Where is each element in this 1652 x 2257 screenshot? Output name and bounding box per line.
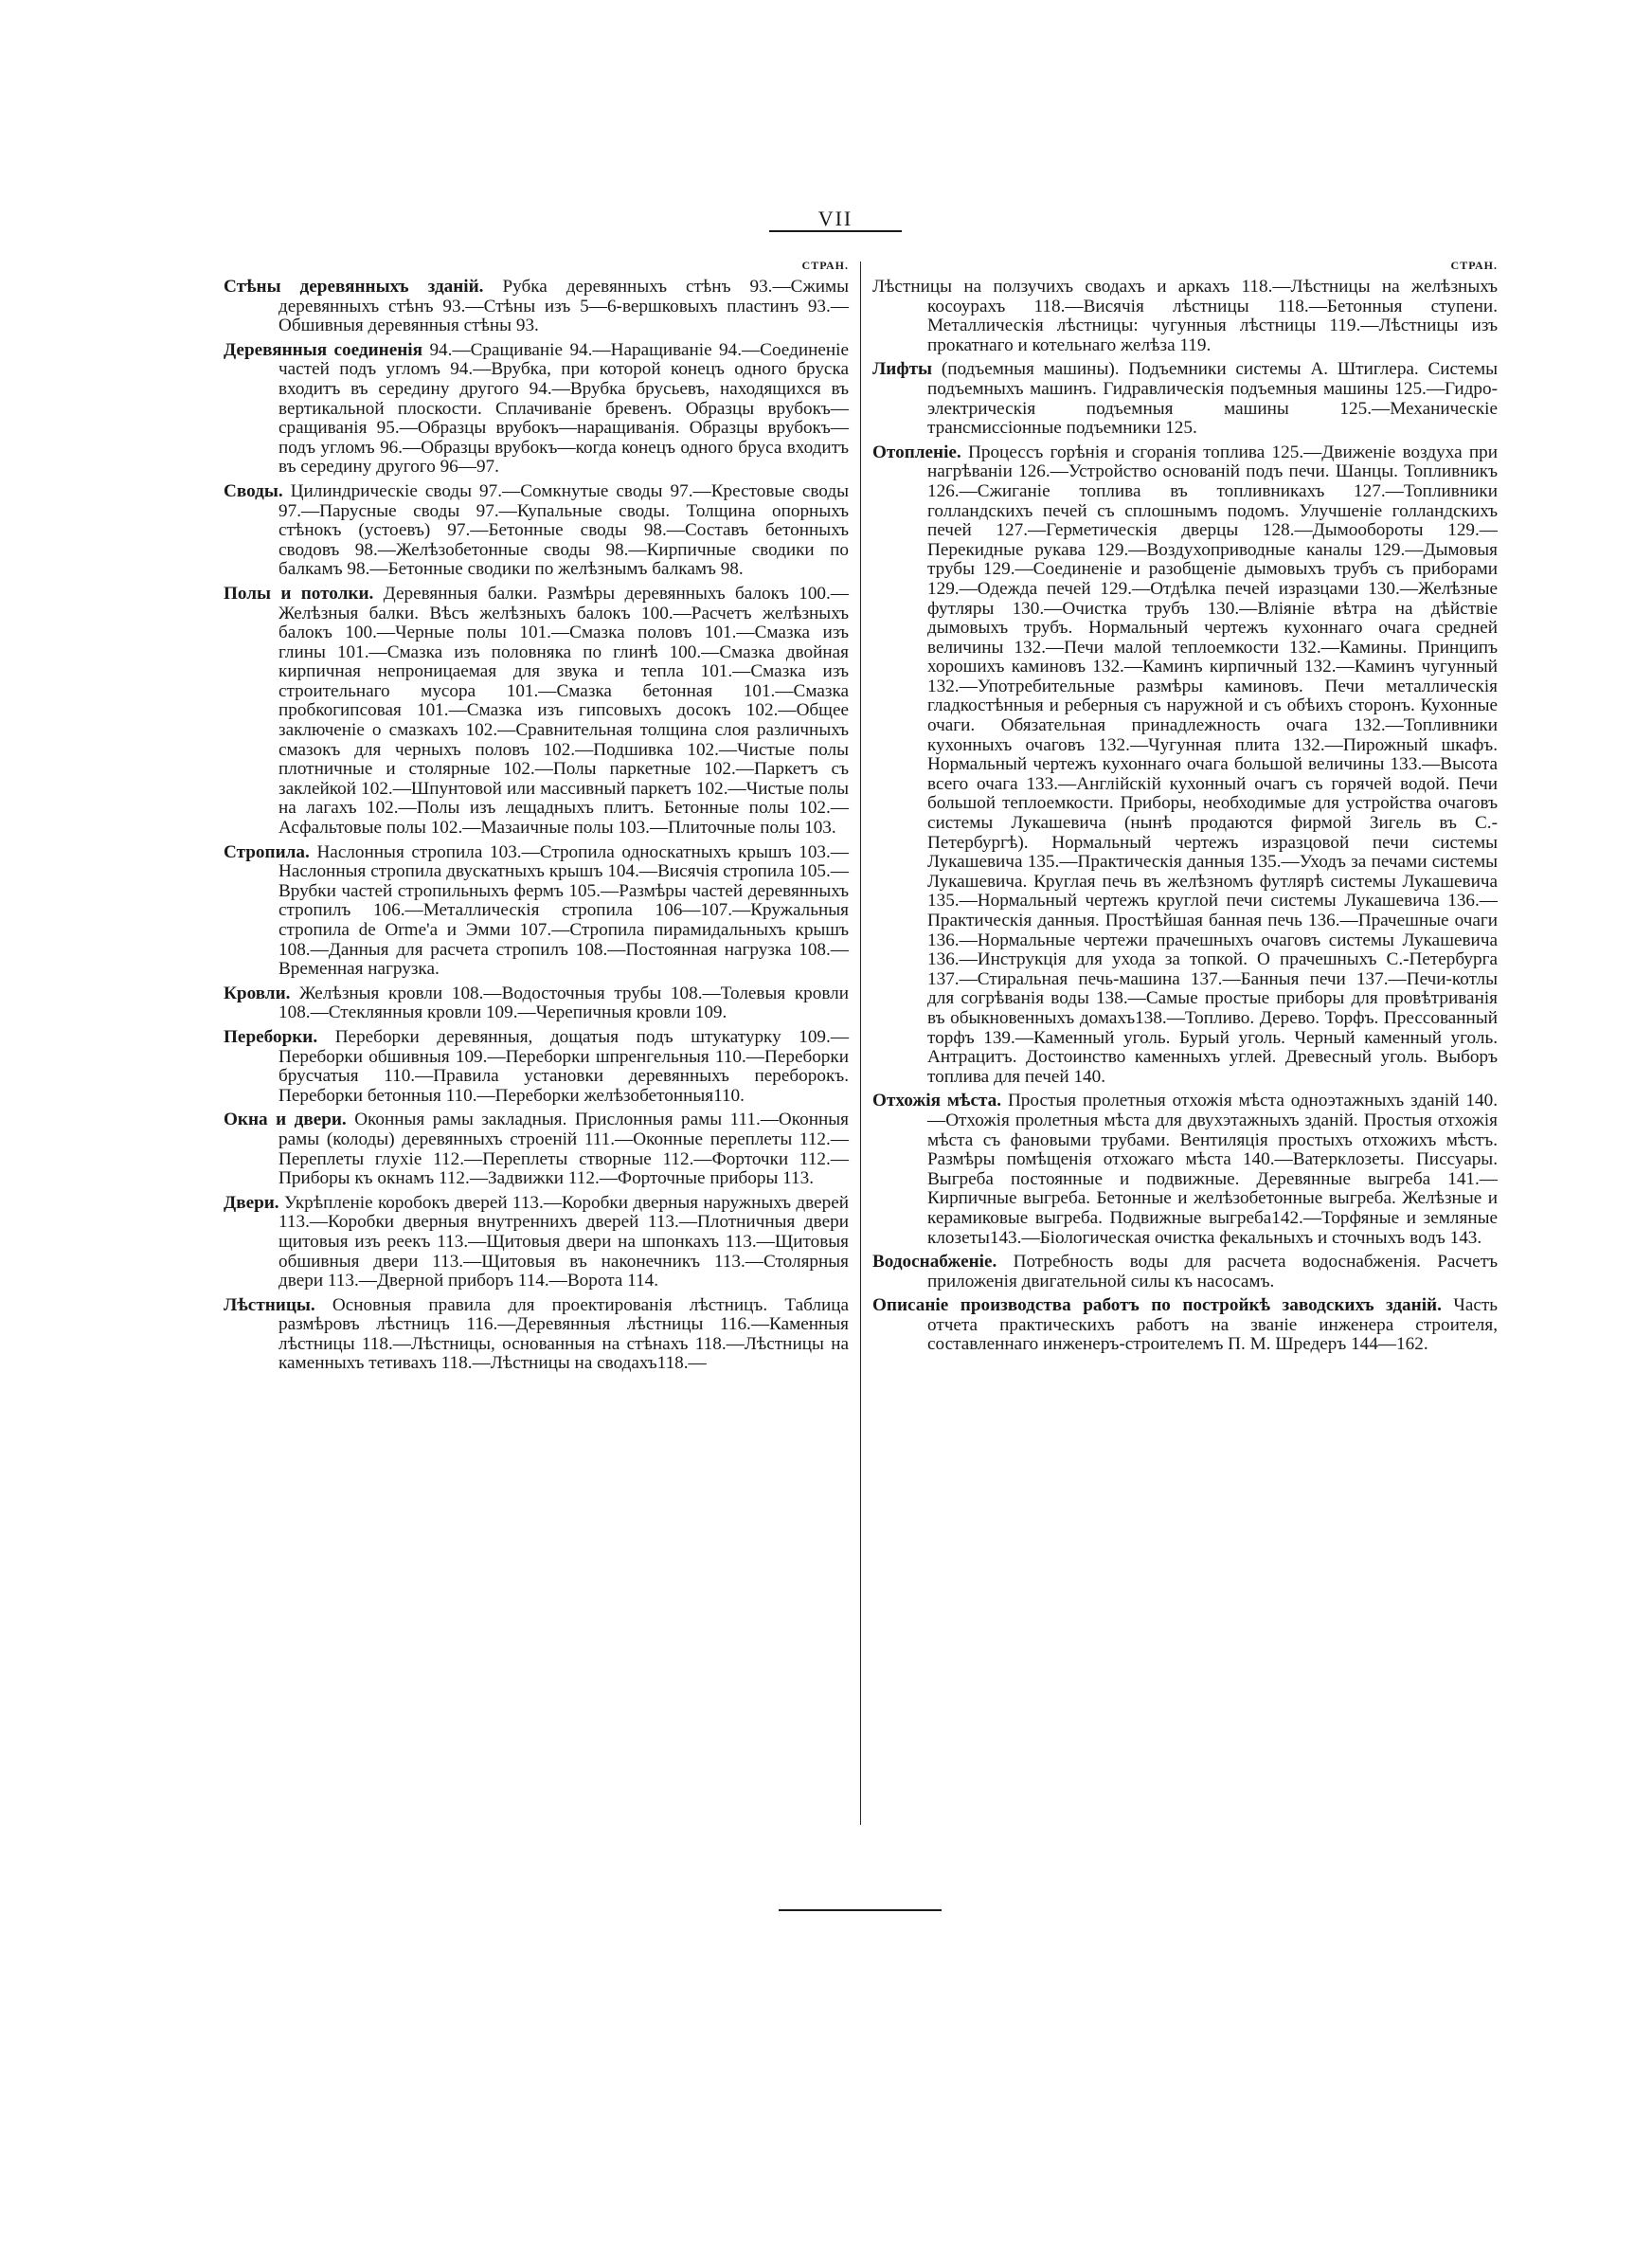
entry-text: Основныя правила для проектированія лѣстницъ. Таблица размѣровъ лѣстницъ 116.—Деревянныя лѣстницы 116.—Каменныя лѣстницы 118.—Лѣстницы, основанныя на стѣнахъ 118.—Лѣстницы на каменныхъ тетивахъ 118.—Лѣстницы на сводахъ118.— — [278, 1294, 849, 1374]
page-number: VII — [817, 207, 853, 230]
entry-heading: Описаніе производства работъ по постройкѣ заводскихъ зданій. — [872, 1295, 1442, 1316]
toc-entry — [224, 1296, 849, 1374]
toc-entry — [224, 482, 849, 580]
left-column — [224, 259, 849, 1379]
right-column — [872, 259, 1498, 1360]
entry-heading: Деревянныя соединенія — [224, 339, 423, 360]
toc-entry — [224, 585, 849, 839]
entry-text: Переборки деревянныя, дощатыя подъ штукатурку 109.—Переборки обшивныя 109.—Переборки шпренгельныя 110.—Переборки брусчатыя 110.—Правила установки деревянныхъ переборокъ. Переборки бетонныя 110.—Переборки желѣзобетонныя110. — [278, 1026, 850, 1106]
toc-entry — [224, 984, 849, 1023]
entry-text: Цилиндрическіе своды 97.—Сомкнутые своды 97.—Крестовые своды 97.—Парусные своды 97.—Купальные своды. Толщина опорныхъ стѣнокъ (устоевъ) 97.—Бетонные своды 98.—Составъ бетонныхъ сводовъ 98.—Желѣзобетонные своды 98.—Кирпичные сводики по балкамъ 98.—Бетонные сводики по желѣзнымъ балкамъ 98. — [278, 480, 849, 580]
entry-heading: Переборки. — [224, 1026, 318, 1047]
entry-heading: Своды. — [224, 480, 283, 501]
entry-text: Наслонныя стропила 103.—Стропила односкатныхъ крышъ 103.—Наслонныя стропила двускатныхъ крышъ 104.—Висячія стропила 105.—Врубки частей стропильныхъ фермъ 105.—Размѣры частей деревянныхъ стропилъ 106.—Металлическія стропила 106—107.—Кружальныя стропила de Orme'a и Эмми 107.—Стропила пирамидальныхъ крышъ 108.—Данныя для расчета стропилъ 108.—Постоянная нагрузка 108.—Временная нагрузка. — [278, 841, 849, 980]
entry-heading: Водоснабженіе. — [872, 1252, 997, 1273]
column-divider — [860, 262, 861, 1825]
toc-entry — [224, 341, 849, 478]
entry-heading: Отхожія мѣста. — [872, 1091, 1002, 1111]
entry-heading: Окна и двери. — [224, 1110, 347, 1130]
bottom-rule — [779, 1909, 942, 1911]
entry-text: Потребность воды для расчета водоснабженія. Расчетъ приложенія двигательной силы къ насосамъ. — [927, 1252, 1498, 1291]
toc-entry — [872, 1253, 1498, 1291]
entry-text: Деревянныя балки. Размѣры деревянныхъ балокъ 100.—Желѣзныя балки. Вѣсъ желѣзныхъ балокъ 100.—Расчетъ желѣзныхъ балокъ 100.—Черные полы 101.—Смазка половъ 101.—Смазка изъ глины 101.—Смазка изъ половняка по глинѣ 100.—Смазка двойная кирпичная непроницаемая для звука и тепла 101.—Смазка изъ строительнаго мусора 101.—Смазка бетонная 101.—Смазка пробкогипсовая 101.—Смазка изъ гипсовыхъ досокъ 102.—Общее заключеніе о смазкахъ 102.—Сравнительная толщина слоя различныхъ смазокъ для черныхъ половъ 102.—Подшивка 102.—Чистые полы плотничные и столярные 102.—Полы паркетные 102.—Паркетъ съ заклейкой 102.—Шпунтовой или массивный паркетъ 102.—Чистые полы на лагахъ 102.—Полы изъ лещадныхъ плитъ. Бетонные полы 102.—Асфальтовые полы 102.—Мазаичные полы 103.—Плиточные полы 103. — [278, 583, 849, 839]
entry-heading: Лифты — [872, 359, 933, 380]
toc-entry — [224, 1194, 849, 1291]
entry-heading: Кровли. — [224, 983, 291, 1003]
entry-heading: Полы и потолки. — [224, 583, 374, 604]
entry-text: Часть отчета практическихъ работъ на званіе инженера строителя, составленнаго инженеръ-строителемъ П. М. Шредеръ 144—162. — [927, 1295, 1499, 1355]
toc-entry — [224, 1028, 849, 1106]
entry-text: Оконныя рамы закладныя. Прислонныя рамы 111.—Оконныя рамы (колоды) деревянныхъ строеній 111.—Оконные переплеты 112.—Переплеты глухіе 112.—Переплеты створные 112.—Форточки 112.—Приборы къ окнамъ 112.—Задвижки 112.—Форточные приборы 113. — [278, 1110, 849, 1189]
toc-entry — [872, 278, 1498, 355]
entry-text: 94.—Сращиваніе 94.—Наращиваніе 94.—Соединеніе частей подъ угломъ 94.—Врубка, при которой конецъ одного бруска входитъ въ середину другого 94.—Врубка брусьевъ, находящихся въ вертикальной плоскости. Сплачиваніе бревенъ. Образцы врубокъ—сращиванія 95.—Образцы врубокъ—наращиванія. Образцы врубокъ—подъ угломъ 96.—Образцы врубокъ—когда конецъ одного бруса входитъ въ середину другого 96—97. — [278, 339, 850, 478]
right-column-header: СТРАН. — [1450, 259, 1498, 272]
entry-text: Желѣзныя кровли 108.—Водосточныя трубы 108.—Толевыя кровли 108.—Стеклянныя кровли 109.—Черепичныя кровли 109. — [278, 983, 849, 1023]
entry-heading: Отопленіе. — [872, 442, 961, 462]
entry-heading: Лѣстницы. — [224, 1294, 315, 1315]
toc-entry — [872, 1092, 1498, 1248]
entry-text: Простыя пролетныя отхожія мѣста одноэтажныхъ зданій 140.—Отхожія пролетныя мѣста для двухэтажныхъ зданій. Простыя отхожія мѣста съ фановыми трубами. Вентиляція простыхъ отхожихъ мѣстъ. Размѣры помѣщенія отхожаго мѣста 140.—Ватерклозеты. Писсуары. Выгреба постоянные и подвижные. Деревянные выгреба 141.—Кирпичные выгреба. Бетонные и желѣзобетонные выгреба. Желѣзные и керамиковые выгреба. Подвижные выгреба142.—Торфяные и земляные клозеты143.—Біологическая очистка фекальныхъ и сточныхъ водъ 143. — [927, 1091, 1499, 1248]
page-number-rule — [769, 230, 902, 232]
toc-entry — [224, 278, 849, 336]
left-column-header: СТРАН. — [801, 259, 849, 272]
toc-entry — [224, 1110, 849, 1188]
entry-heading: Двери. — [224, 1192, 279, 1213]
entry-text: Процессъ горѣнія и сгоранія топлива 125.—Движеніе воздуха при нагрѣваніи 126.—Устройство основаній подъ печи. Шанцы. Топливникъ 126.—Сжиганіе топлива въ топливникахъ 127.—Топливники голландскихъ печей съ сплошнымъ подомъ. Улучшеніе голландскихъ печей 127.—Герметическія дверцы 128.—Дымообороты 129.—Перекидные рукава 129.—Воздухоприводные каналы 129.—Дымовыя трубы 129.—Соединеніе и разобщеніе дымовыхъ трубъ съ приборами 129.—Одежда печей 129.—Отдѣлка печей изразцами 130.—Желѣзные футляры 130.—Очистка трубъ 130.—Вліяніе вѣтра на дѣйствіе дымовыхъ трубъ. Нормальный чертежъ кухоннаго очага средней величины 132.—Печи малой теплоемкости 132.—Камины. Принципъ хорошихъ каминовъ 132.—Каминъ кирпичный 132.—Каминъ чугунный 132.—Употребительные размѣры каминовъ. Печи металлическія гладкостѣнныя и реберныя съ наружной и съ обѣихъ сторонъ. Кухонные очаги. Обязательная принадлежность очага 132.—Топливники кухонныхъ очаговъ 132.—Чугунная плита 132.—Пирожный шкафъ. Нормальный чертежъ кухоннаго очага большой величины 133.—Высота всего очага 133.—Англійскій кухонный очагъ съ горячей водой. Печи большой теплоемкости. Приборы, необходимые для устройства очаговъ системы Лукашевича (нынѣ продаются фирмой Зигель въ С.-Петербургѣ). Нормальный чертежъ изразцовой печи системы Лукашевича 135.—Практическія данныя 135.—Уходъ за печами системы Лукашевича. Круглая печь въ желѣзномъ футлярѣ системы Лукашевича 135.—Нормальный чертежъ круглой печи системы Лукашевича 136.—Практическія данныя. Простѣйшая банная печь 136.—Прачешные очаги 136.—Нормальные чертежи прачешныхъ очаговъ системы Лукашевича 136.—Инструкція для ухода за топкой. О прачешныхъ С.-Петербурга 137.—Стиральная печь-машина 137.—Банныя печи 137.—Печи-котлы для согрѣванія воды 138.—Самые простые приборы для провѣтриванія въ обыкновенныхъ домахъ138.—Топливо. Дерево. Торфъ. Прессованный торфъ 139.—Каменный уголь. Бурый уголь. Черный каменный уголь. Антрацитъ. Достоинство каменныхъ углей. Древесный уголь. Выборъ топлива для печей 140. — [927, 442, 1498, 1087]
toc-entry — [224, 843, 849, 980]
entry-text: Рубка деревянныхъ стѣнъ 93.—Сжимы деревянныхъ стѣнъ 93.—Стѣны изъ 5—6-вершковыхъ пластинъ 93.—Обшивныя деревянныя стѣны 93. — [278, 277, 849, 336]
entry-text: Лѣстницы на ползучихъ сводахъ и аркахъ 118.—Лѣстницы на желѣзныхъ косоурахъ 118.—Висячія лѣстницы 118.—Бетонныя ступени. Металлическія лѣстницы: чугунныя лѣстницы 119.—Лѣстницы изъ прокатнаго и котельнаго желѣза 119. — [872, 277, 1498, 355]
entry-text: Укрѣпленіе коробокъ дверей 113.—Коробки дверныя наружныхъ дверей 113.—Коробки дверныя внутреннихъ дверей 113.—Плотничныя двери щитовыя изъ реекъ 113.—Щитовыя двери на шпонкахъ 113.—Щитовыя обшивныя двери 113.—Щитовыя въ наконечникъ 113.—Столярныя двери 113.—Дверной приборъ 114.—Ворота 114. — [278, 1192, 849, 1291]
toc-entry — [872, 360, 1498, 438]
entry-heading: Стѣны деревянныхъ зданій. — [224, 277, 484, 297]
toc-entry — [872, 443, 1498, 1088]
toc-entry — [872, 1296, 1498, 1355]
entry-text: (подъемныя машины). Подъемники системы А. Штиглера. Системы подъемныхъ машинъ. Гидравлическія подъемныя машины 125.—Гидро-электрическія подъемныя машины 125.—Механическіе трансмиссіонные подъемники 125. — [927, 359, 1498, 439]
entry-heading: Стропила. — [224, 841, 310, 862]
